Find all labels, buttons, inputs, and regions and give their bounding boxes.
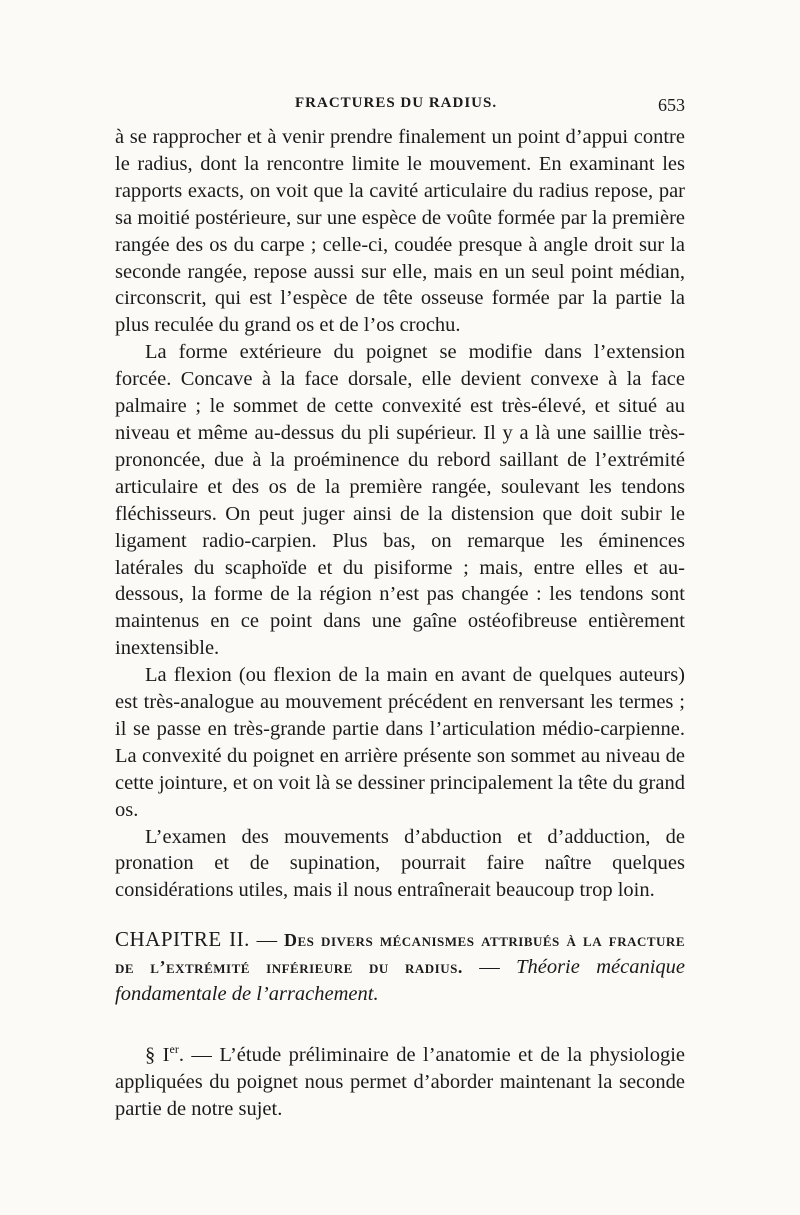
running-title: FRACTURES DU RADIUS.: [295, 95, 498, 111]
chapter-label: CHAPITRE II.: [115, 927, 250, 952]
chapter-title: Des divers mécanismes attribués à la fracture de l’extrémité inférieure du radius.: [115, 930, 685, 978]
section-lead: . —: [178, 1044, 220, 1067]
chapter-heading: [115, 926, 685, 1008]
page-body: [115, 124, 685, 1123]
chapter-dash: —: [249, 929, 284, 952]
section-mark: § I: [145, 1044, 170, 1067]
paragraph-continuation: à se rapprocher et à venir prendre finalement un point d’appui contre le radius, dont la rencontre limite le mouvement. En examinant les rapports exacts, on voit que la cavité articulaire du radius repose, par sa moitié postérieure, sur une espèce de voûte formée par la première rangée des os du carpe ; celle-ci, coudée presque à angle droit sur la seconde rangée, repose aussi sur elle, mais en un seul point médian, circonscrit, qui est l’espèce de tête osseuse formée par la partie la plus reculée du grand os et de l’os crochu.: [115, 126, 685, 337]
section-text: L’étude préliminaire de l’anatomie et de la physiologie appliquées du poignet nous permet d’aborder maintenant la seconde partie de notre sujet.: [115, 1044, 686, 1121]
section-paragraph: [115, 1042, 685, 1123]
paragraph-abduction: L’examen des mouvements d’abduction et d’adduction, de pronation et de supination, pourrait faire naître quelques considérations utiles, mais il nous entraînerait beaucoup trop loin.: [115, 825, 685, 902]
page-header: [115, 95, 685, 121]
chapter-subtitle: Théorie mécanique fondamentale de l’arrachement.: [115, 956, 686, 1006]
section-mark-sup: er: [169, 1042, 179, 1057]
paragraph-extension: La forme extérieure du poignet se modifie dans l’extension forcée. Concave à la face dorsale, elle devient convexe à la face palmaire ; le sommet de cette convexité est très-élevé, et situé au niveau et même au-dessus du pli supérieur. Il y a là une saillie très-prononcée, due à la proéminence du rebord saillant de l’extrémité articulaire et des os de la première rangée, soulevant les tendons fléchisseurs. On peut juger ainsi de la distension que doit subir le ligament radio-carpien. Plus bas, on remarque les éminences latérales du scaphoïde et du pisiforme ; mais, entre elles et au-dessous, la forme de la région n’est pas changée : les tendons sont maintenus en ce point dans une gaîne ostéofibreuse entièrement inextensible.: [115, 341, 685, 660]
chapter-dash-2: —: [462, 956, 517, 979]
page-number: 653: [658, 95, 685, 115]
paragraph-flexion: La flexion (ou flexion de la main en avant de quelques auteurs) est très-analogue au mouvement précédent en renversant les termes ; il se passe en très-grande partie dans l’articulation médio-carpienne. La convexité du poignet en arrière présente son sommet au niveau de cette jointure, et on voit là se dessiner principalement la tête du grand os.: [115, 664, 685, 821]
